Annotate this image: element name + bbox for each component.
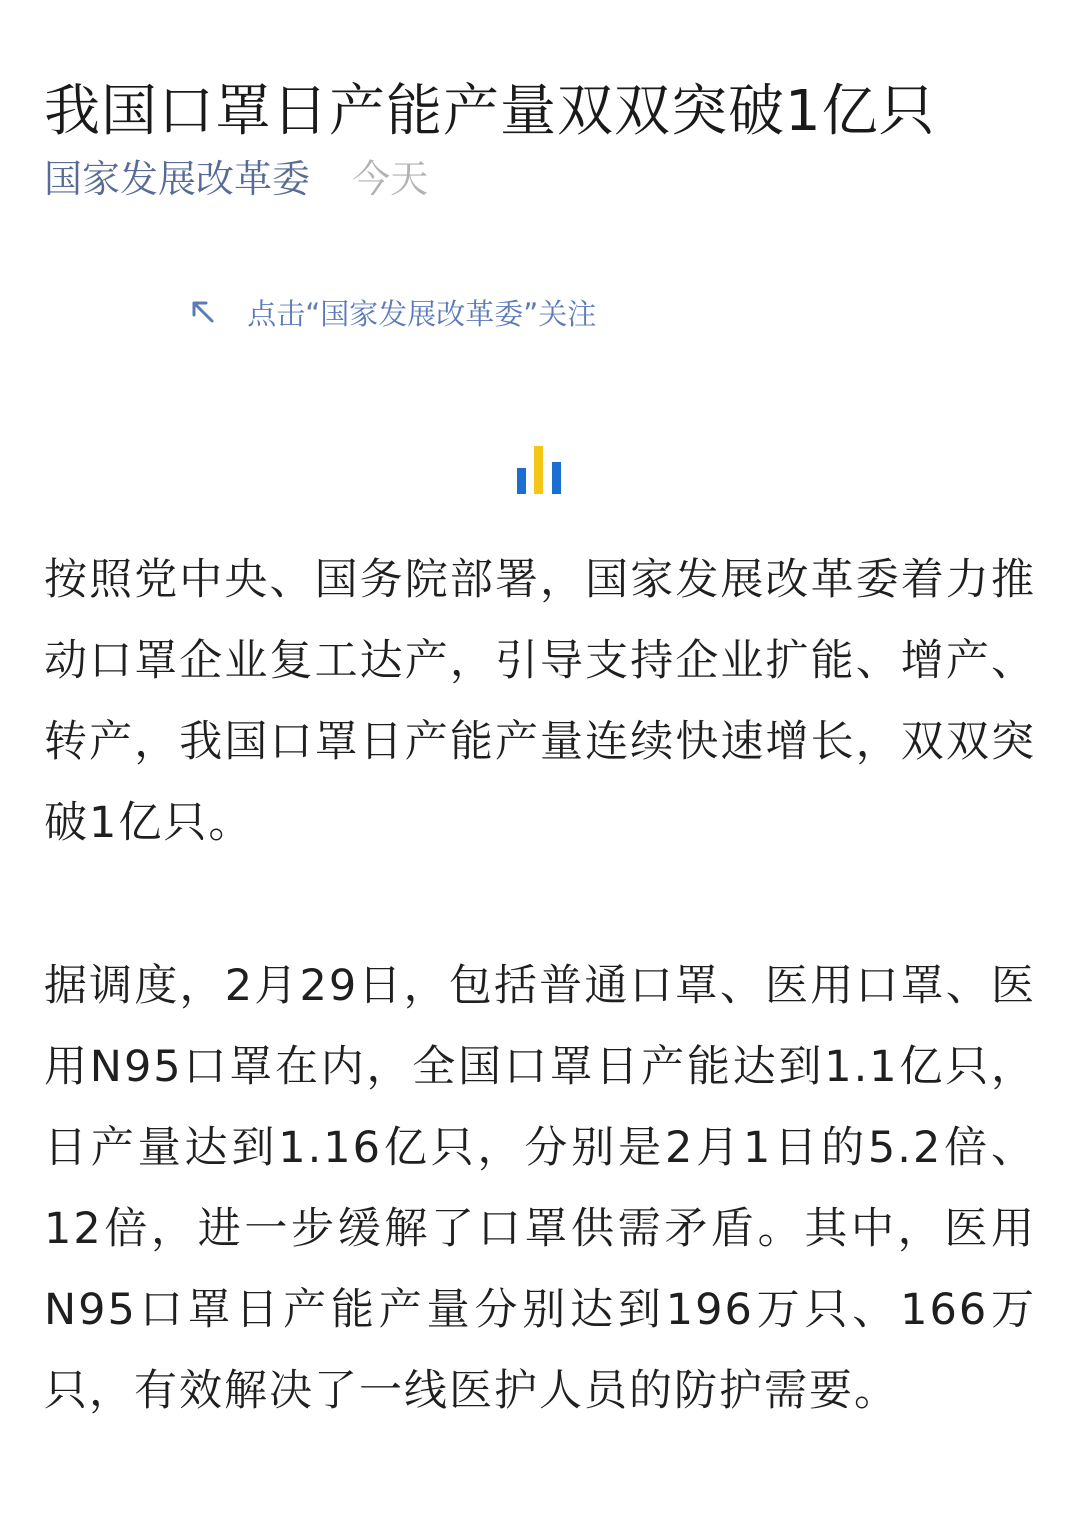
arrow-up-left-icon <box>190 299 216 325</box>
article-paragraph-2: 据调度，2月29日，包括普通口罩、医用口罩、医用N95口罩在内，全国口罩日产能达到1.1亿只，日产量达到1.16亿只，分别是2月1日的5.2倍、12倍，进一步缓解了口罩供需矛盾。其中，医用N95口罩日产能产量分别达到196万只、166万只，有效解决了一线医护人员的防护需要。 <box>44 961 1036 1416</box>
logo-bar-right <box>552 462 561 494</box>
logo-bar-middle <box>534 446 543 494</box>
article-title: 我国口罩日产能产量双双突破1亿只 <box>44 78 936 144</box>
publish-date: 今天 <box>352 157 429 201</box>
follow-prompt-text: 点击“国家发展改革委”关注 <box>247 297 597 331</box>
logo-bar-left <box>517 468 526 494</box>
follow-prompt[interactable] <box>190 292 596 336</box>
bar-chart-logo-icon <box>517 446 567 496</box>
article-meta <box>44 152 428 206</box>
account-name-link[interactable]: 国家发展改革委 <box>44 157 311 201</box>
article-paragraph-1: 按照党中央、国务院部署，国家发展改革委着力推动口罩企业复工达产，引导支持企业扩能、增产、转产，我国口罩日产能产量连续快速增长，双双突破1亿只。 <box>44 555 1036 848</box>
